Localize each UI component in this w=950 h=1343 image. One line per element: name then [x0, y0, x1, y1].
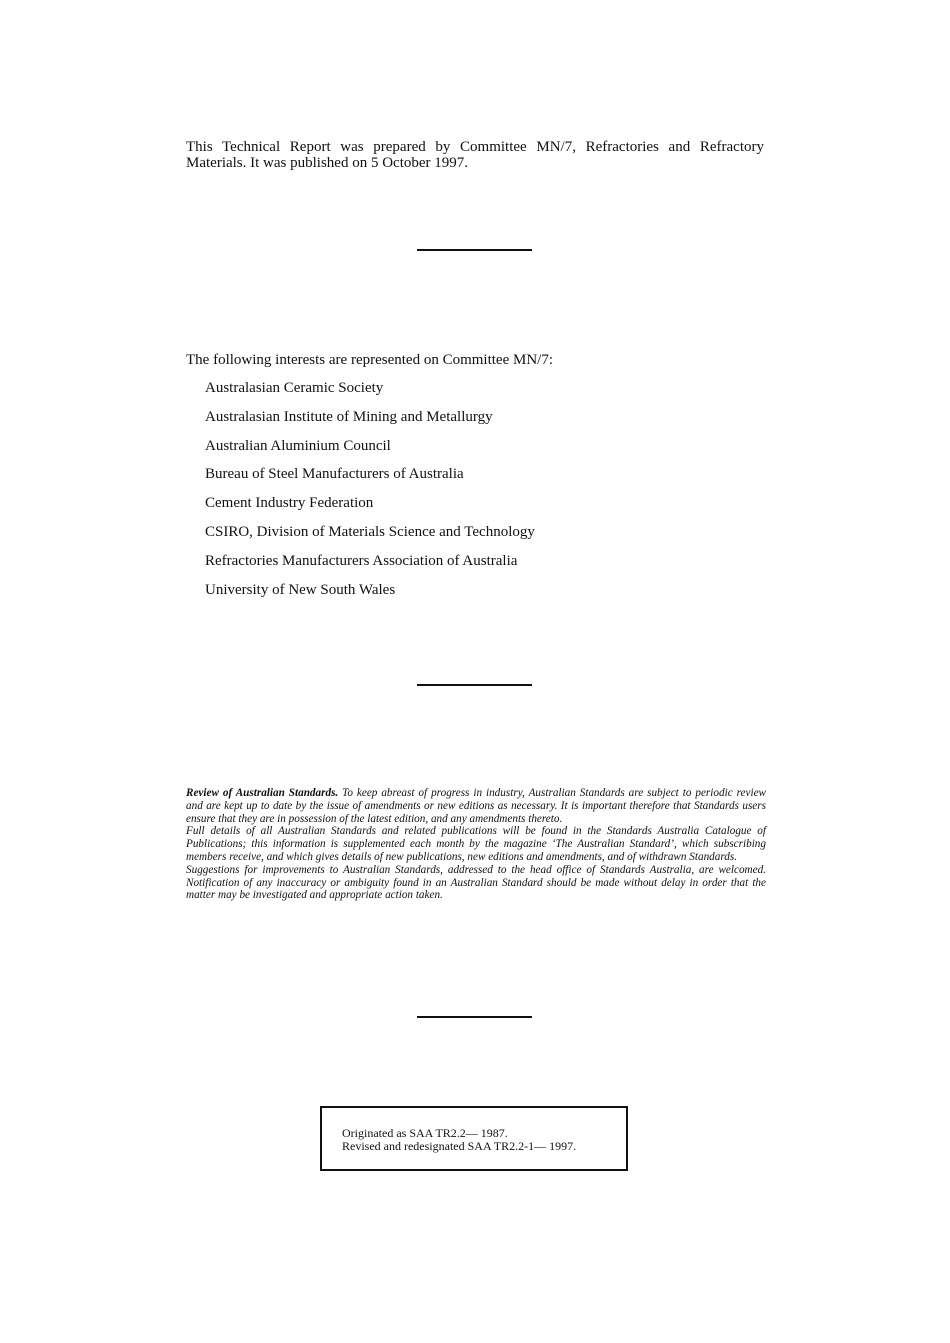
origin-text: [342, 1127, 576, 1152]
interest-item: Australian Aluminium Council: [205, 437, 391, 454]
interest-item: University of New South Wales: [205, 581, 396, 598]
interests-heading: The following interests are represented on Committee MN/7:: [186, 352, 553, 368]
review-lead: Review of Australian Standards.: [186, 787, 339, 799]
interest-item: Bureau of Steel Manufacturers of Australia: [205, 466, 464, 483]
review-paragraph-3: Suggestions for improvements to Australian Standards, addressed to the head office of Standards Australia, are welcomed. Notification of any inaccuracy or ambiguity found in an Australian Standard should be made without delay in order that the matter may be investigated and appropriate action taken.: [186, 863, 766, 902]
interest-item: Australasian Institute of Mining and Metallurgy: [205, 408, 493, 425]
interest-item: Cement Industry Federation: [205, 495, 374, 512]
intro-paragraph: This Technical Report was prepared by Committee MN/7, Refractories and Refractory Materials. It was published on 5 October 1997.: [186, 139, 764, 171]
section-divider: [417, 684, 532, 686]
review-paragraph-1: [186, 787, 766, 825]
section-divider: [417, 1016, 532, 1018]
interests-list: [205, 379, 535, 609]
interest-item: Australasian Ceramic Society: [205, 380, 384, 396]
origin-box: [320, 1106, 628, 1171]
review-notice: [186, 787, 766, 902]
origin-line-revised: Revised and redesignated SAA TR2.2-1— 1997.: [342, 1138, 577, 1153]
review-text-1: To keep abreast of progress in industry, Australian Standards are subject to periodic review and are kept up to date by the issue of amendments or new editions as necessary. It is important therefore that Standards users ensure that they are in possession of the latest edition, and any amendments thereto.: [186, 787, 767, 825]
origin-line-originated: Originated as SAA TR2.2— 1987.: [342, 1126, 508, 1140]
review-paragraph-2: Full details of all Australian Standards and related publications will be found in the Standards Australia Catalogue of Publications; this information is supplemented each month by the magazine ‘The Australian Standard’, which subscribing members receive, and which gives details of new publications, new editions and amendments, and of withdrawn Standards.: [186, 825, 766, 863]
interest-item: CSIRO, Division of Materials Science and Technology: [205, 523, 535, 540]
interest-item: Refractories Manufacturers Association of Australia: [205, 552, 518, 569]
section-divider: [417, 249, 532, 251]
